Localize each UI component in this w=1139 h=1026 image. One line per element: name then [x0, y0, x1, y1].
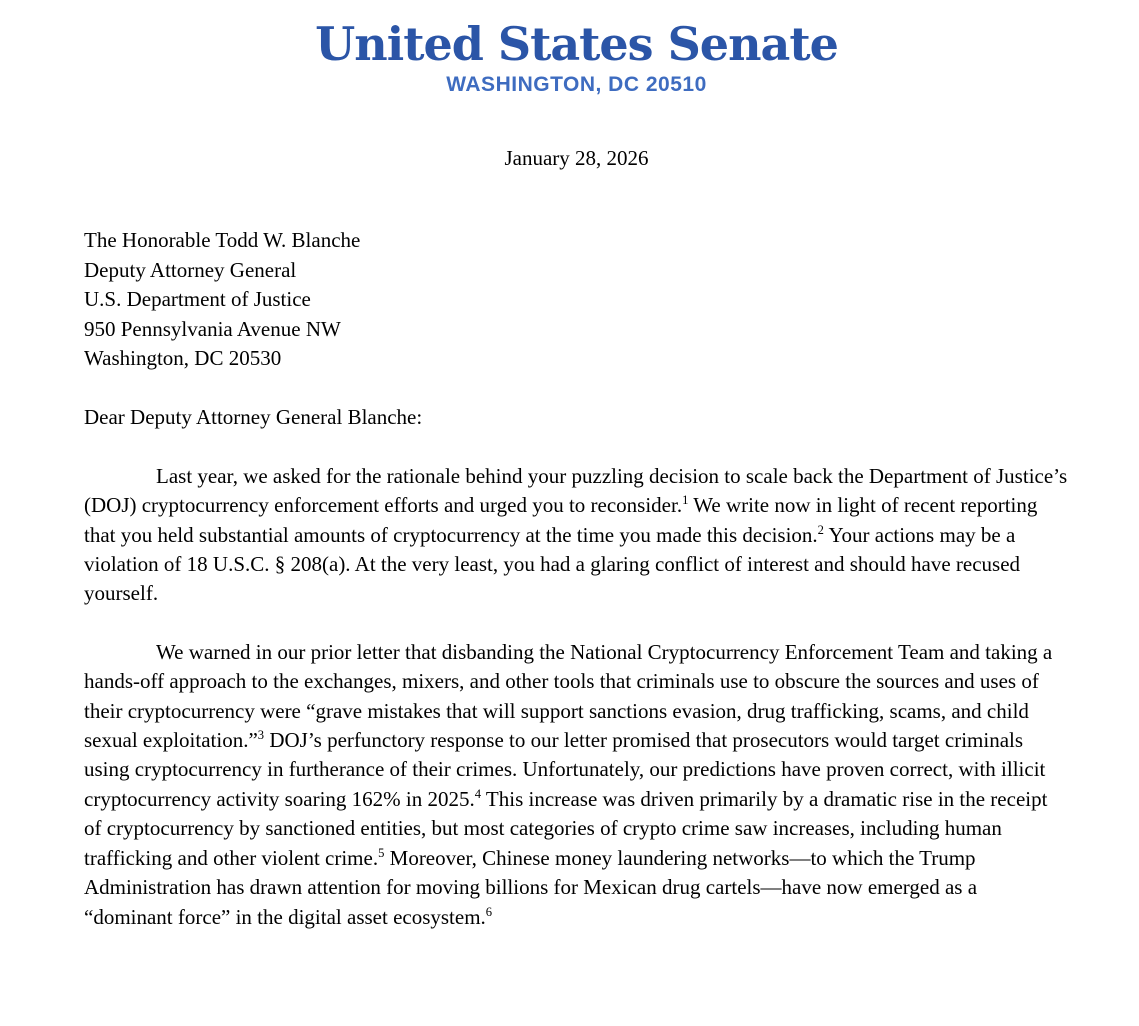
recipient-line-title: Deputy Attorney General	[84, 257, 297, 282]
footnote-marker: 2	[817, 522, 824, 537]
footnote-marker: 6	[485, 904, 493, 919]
letterhead-subtitle: WASHINGTON, DC 20510	[446, 72, 707, 96]
recipient-line-name: The Honorable Todd W. Blanche	[84, 228, 361, 253]
letter-body	[84, 462, 1069, 932]
letter-date: January 28, 2026	[504, 145, 649, 170]
footnote-marker: 3	[257, 728, 265, 743]
letterhead	[84, 18, 1069, 96]
recipient-address-block	[84, 226, 1069, 373]
footnote-marker: 5	[378, 845, 385, 860]
recipient-line-city: Washington, DC 20530	[84, 346, 282, 371]
recipient-line-street: 950 Pennsylvania Avenue NW	[84, 316, 341, 341]
footnote-marker: 4	[474, 786, 482, 801]
letterhead-title: United States Senate	[315, 17, 838, 71]
salutation: Dear Deputy Attorney General Blanche:	[84, 405, 423, 430]
body-paragraph: Last year, we asked for the rationale behind your puzzling decision to scale back the Department of Justice’s (DOJ) cryptocurrency enforcement efforts and urged you to reconsider.$^1$ We write now in light of recent reporting that you held substantial amounts of cryptocurrency at the time you made this decision.$^2$ Your actions may be a violation of 18 U.S.C. § 208(a). At the very least, you had a glaring conflict of interest and should have recused yourself.	[84, 463, 1068, 606]
body-paragraph: We warned in our prior letter that disbanding the National Cryptocurrency Enforcement Team and taking a hands-off approach to the exchanges, mixers, and other tools that criminals use to obscure the sources and uses of their cryptocurrency were “grave mistakes that will support sanctions evasion, drug trafficking, scams, and child sexual exploitation.”$^3$ DOJ’s perfunctory response to our letter promised that prosecutors would target criminals using cryptocurrency in furtherance of their crimes. Unfortunately, our predictions have proven correct, with illicit cryptocurrency activity soaring 162% in 2025.$^4$ This increase was driven primarily by a dramatic rise in the receipt of cryptocurrency by sanctioned entities, but most categories of crypto crime saw increases, including human trafficking and other violent crime.$^5$ Moreover, Chinese money laundering networks—to which the Trump Administration has drawn attention for moving billions for Mexican drug cartels—have now emerged as a “dominant force” in the digital asset ecosystem.$^6$	[84, 639, 1053, 929]
recipient-line-agency: U.S. Department of Justice	[84, 287, 311, 312]
footnote-marker: 1	[682, 493, 689, 508]
